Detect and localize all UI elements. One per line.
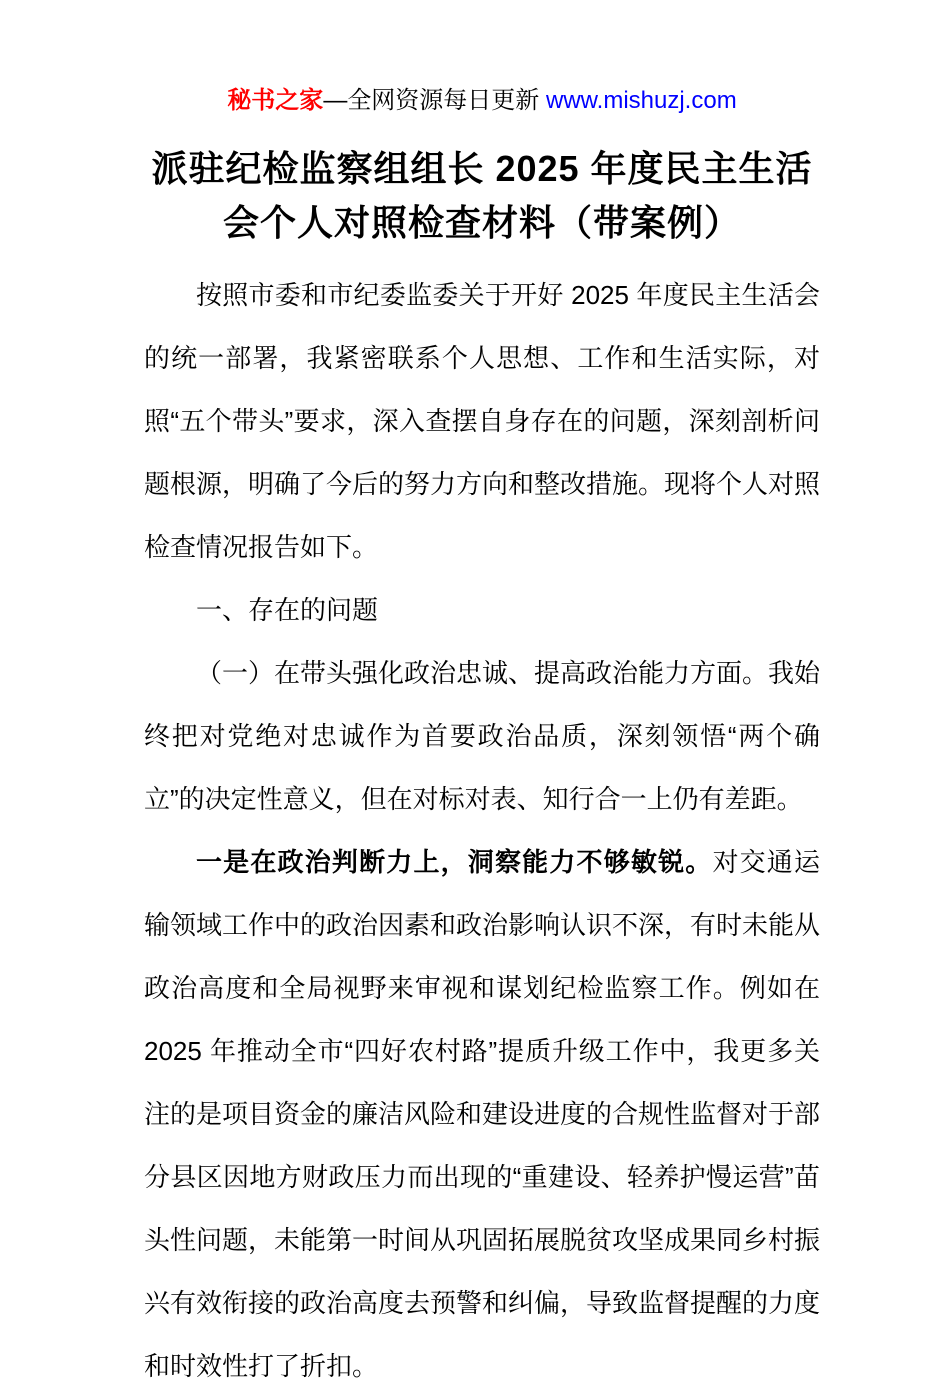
point1-body-text: 对交通运输领域工作中的政治因素和政治影响认识不深，有时未能从政治高度和全局视野来审视和谋划纪检监察工作。例如在 2025 年推动全市“四好农村路”提质升级工作中，我更多关注的是项目资金的廉洁风险和建设进度的合规性监督对于部分县区因地方财政压力而出现的“重建设、轻养护慢运营”苗头性问题，未能第一时间从巩固拓展脱贫攻坚成果同乡村振兴有效衔接的政治高度去预警和纠偏，导致监督提醒的力度和时效性打了折扣。 bbox=[144, 847, 821, 1381]
intro-paragraph: 按照市委和市纪委监委关于开好 2025 年度民主生活会的统一部署，我紧密联系个人思想、工作和生活实际，对照“五个带头”要求，深入查摆自身存在的问题，深刻剖析问题根源，明确了今后的努力方向和整改措施。现将个人对照检查情况报告如下。 bbox=[144, 280, 821, 562]
site-url-link[interactable]: www.mishuzj.com bbox=[545, 87, 737, 114]
point1-lead-bold: 一是在政治判断力上，洞察能力不够敏锐。 bbox=[196, 847, 713, 877]
site-brand: 秘书之家 bbox=[227, 87, 324, 114]
site-tagline: —全网资源每日更新 bbox=[323, 87, 546, 114]
site-header bbox=[144, 86, 820, 116]
item1-paragraph: （一）在带头强化政治忠诚、提高政治能力方面。我始终把对党绝对忠诚作为首要政治品质，深刻领悟“两个确立”的决定性意义，但在对标对表、知行合一上仍有差距。 bbox=[144, 658, 821, 814]
section-heading-problems: 一、存在的问题 bbox=[196, 595, 379, 625]
point1-paragraph bbox=[144, 831, 820, 1398]
document-title: 派驻纪检监察组组长 2025 年度民主生活会个人对照检查材料（带案例） bbox=[151, 148, 813, 243]
